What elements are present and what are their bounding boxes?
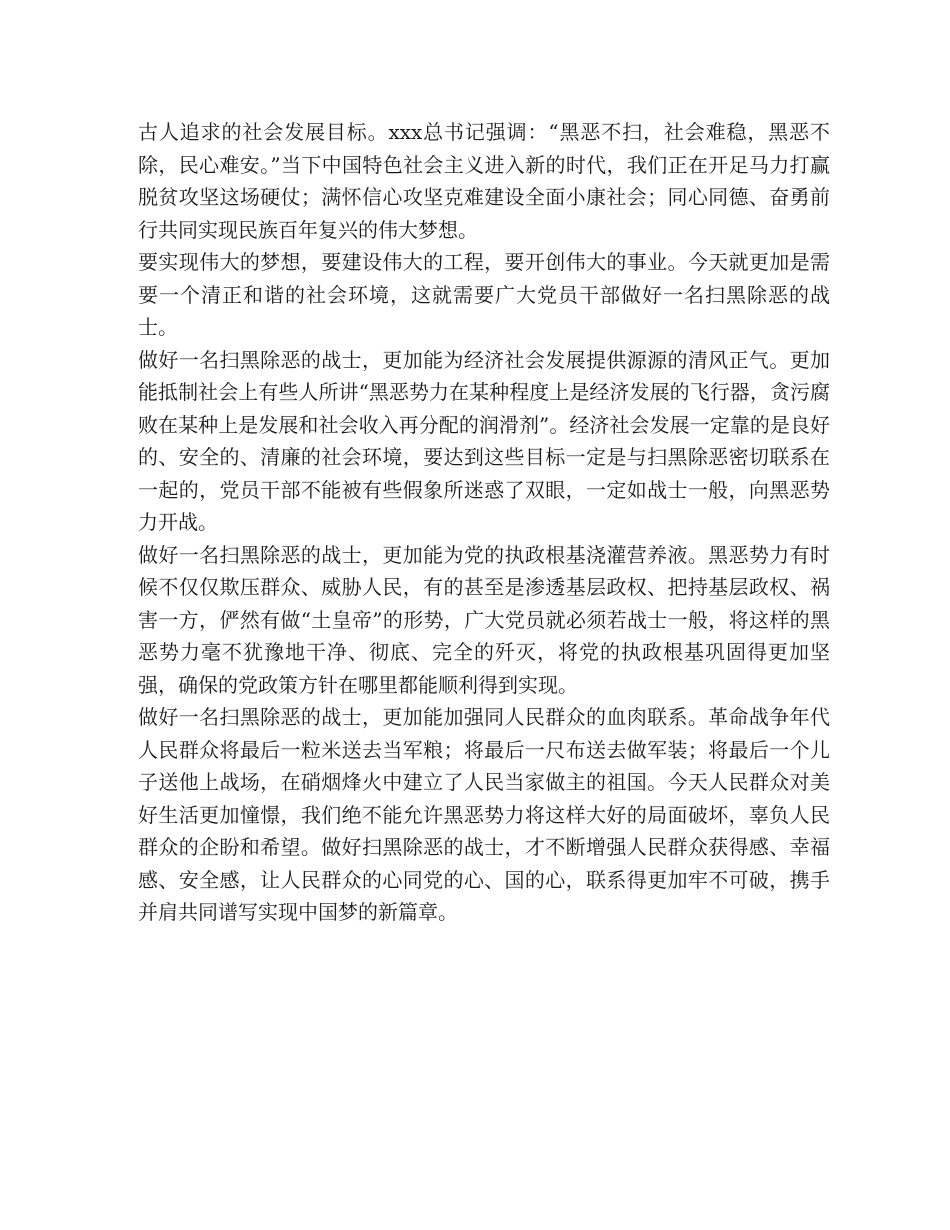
paragraph-2: 要实现伟大的梦想，要建设伟大的工程，要开创伟大的事业。今天就更加是需要一个清正和谐的社会环境，这就需要广大党员干部做好一名扫黑除恶的战士。 bbox=[138, 250, 830, 339]
paragraph-4: 做好一名扫黑除恶的战士，更加能为党的执政根基浇灌营养液。黑恶势力有时候不仅仅欺压群众、威胁人民，有的甚至是渗透基层政权、把持基层政权、祸害一方，俨然有做“土皇帝”的形势，广大党员就必须若战士一般，将这样的黑恶势力毫不犹豫地干净、彻底、完全的歼灭，将党的执政根基巩固得更加坚强，确保的党政策方针在哪里都能顺利得到实现。 bbox=[138, 542, 830, 697]
paragraph-3: 做好一名扫黑除恶的战士，更加能为经济社会发展提供源源的清风正气。更加能抵制社会上有些人所讲“黑恶势力在某种程度上是经济发展的飞行器，贪污腐败在某种上是发展和社会收入再分配的润滑剂”。经济社会发展一定靠的是良好的、安全的、清廉的社会环境，要达到这些目标一定是与扫黑除恶密切联系在一起的，党员干部不能被有些假象所迷惑了双眼，一定如战士一般，向黑恶势力开战。 bbox=[138, 347, 830, 534]
paragraph-5: 做好一名扫黑除恶的战士，更加能加强同人民群众的血肉联系。革命战争年代人民群众将最后一粒米送去当军粮；将最后一尺布送去做军装；将最后一个儿子送他上战场，在硝烟烽火中建立了人民当家做主的祖国。今天人民群众对美好生活更加憧憬，我们绝不能允许黑恶势力将这样大好的局面破坏，辜负人民群众的企盼和希望。做好扫黑除恶的战士，才不断增强人民群众获得感、幸福感、安全感，让人民群众的心同党的心、国的心，联系得更加牢不可破，携手并肩共同谱写实现中国梦的新篇章。 bbox=[138, 705, 830, 924]
document-body bbox=[138, 116, 830, 929]
paragraph-1: 古人追求的社会发展目标。xxx总书记强调：“黑恶不扫，社会难稳，黑恶不除，民心难安。”当下中国特色社会主义进入新的时代，我们正在开足马力打赢脱贫攻坚这场硬仗；满怀信心攻坚克难建设全面小康社会；同心同德、奋勇前行共同实现民族百年复兴的伟大梦想。 bbox=[138, 120, 830, 242]
